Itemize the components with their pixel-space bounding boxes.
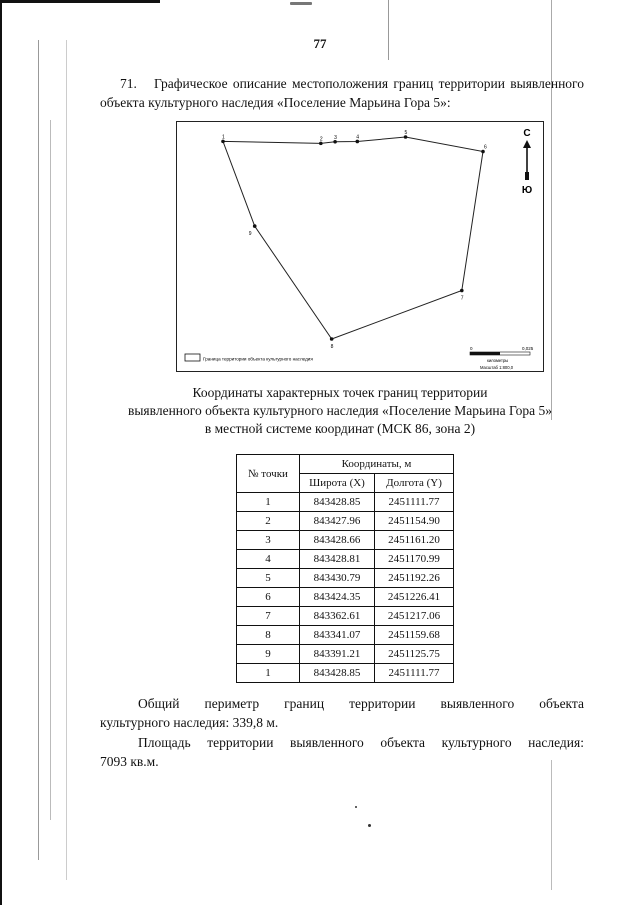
caption-line-2: выявленного объекта культурного наследия «Поселение Марьина Гора 5» (127, 403, 553, 418)
map-legend (185, 354, 313, 362)
scan-streak-left (38, 40, 39, 860)
area-line-2: 7093 кв.м. (100, 754, 159, 769)
table-row (237, 626, 454, 645)
cell-latitude: 843391.21 (300, 645, 375, 664)
scan-speck (368, 824, 371, 827)
scan-streak-inner (66, 40, 67, 880)
boundary-point-label: 3 (334, 134, 337, 141)
cell-latitude: 843428.81 (300, 550, 375, 569)
table-row (237, 493, 454, 512)
boundary-point-label: 2 (319, 136, 323, 143)
table-row (237, 550, 454, 569)
cell-latitude: 843428.85 (300, 664, 375, 683)
table-row (237, 512, 454, 531)
cell-longitude: 2451226.41 (375, 588, 454, 607)
cell-longitude: 2451111.77 (375, 664, 454, 683)
table-caption (90, 384, 590, 438)
cell-point-number: 1 (237, 664, 300, 683)
cell-longitude: 2451159.68 (375, 626, 454, 645)
cell-latitude: 843430.79 (300, 569, 375, 588)
scan-speck (290, 2, 312, 5)
cell-longitude: 2451125.75 (375, 645, 454, 664)
area-paragraph (100, 733, 584, 771)
perimeter-paragraph (100, 694, 584, 732)
table-row (237, 531, 454, 550)
boundary-map-canvas (177, 122, 545, 373)
scan-edge-left (0, 0, 2, 905)
boundary-point (460, 289, 464, 293)
boundary-point-label: 9 (248, 231, 252, 238)
cell-point-number: 1 (237, 493, 300, 512)
header-latitude: Широта (X) (300, 474, 375, 493)
scan-streak-left-2 (50, 120, 51, 820)
section-number: 71. (120, 76, 137, 91)
scale-start: 0 (470, 346, 473, 351)
cell-latitude: 843427.96 (300, 512, 375, 531)
boundary-point-label: 6 (484, 144, 487, 151)
legend-label: Граница территории объекта культурного наследия (203, 356, 313, 362)
table-row (237, 664, 454, 683)
header-longitude: Долгота (Y) (375, 474, 454, 493)
legend-swatch (185, 354, 200, 361)
scan-edge-top (0, 0, 160, 3)
header-coordinates: Координаты, м (300, 455, 454, 474)
coordinates-table (236, 454, 454, 683)
table-row (237, 569, 454, 588)
cell-latitude: 843424.35 (300, 588, 375, 607)
area-line-1: Площадь территории выявленного объекта культурного наследия: (138, 735, 584, 750)
cell-point-number: 4 (237, 550, 300, 569)
boundary-point-label: 5 (404, 130, 408, 136)
cell-longitude: 2451161.20 (375, 531, 454, 550)
boundary-point (253, 224, 257, 228)
scan-streak-right-lower (551, 760, 552, 890)
cell-point-number: 3 (237, 531, 300, 550)
cell-longitude: 2451217.06 (375, 607, 454, 626)
scan-speck (355, 806, 357, 808)
cell-point-number: 8 (237, 626, 300, 645)
caption-line-3: в местной системе координат (МСК 86, зона 2) (204, 421, 476, 436)
cell-point-number: 2 (237, 512, 300, 531)
scale-unit: километры (487, 358, 509, 363)
section-heading (100, 74, 584, 112)
cell-point-number: 6 (237, 588, 300, 607)
cell-longitude: 2451170.99 (375, 550, 454, 569)
boundary-point-label: 8 (330, 344, 334, 350)
cell-point-number: 7 (237, 607, 300, 626)
cell-latitude: 843362.61 (300, 607, 375, 626)
boundary-point-label: 1 (222, 134, 225, 141)
south-label: Ю (521, 185, 533, 196)
boundary-line (223, 134, 483, 339)
cell-point-number: 9 (237, 645, 300, 664)
page-number: 77 (313, 36, 327, 51)
boundary-point-label: 7 (460, 295, 464, 302)
caption-line-1: Координаты характерных точек границ территории (192, 385, 488, 400)
cell-latitude: 843428.85 (300, 493, 375, 512)
perimeter-line-2: культурного наследия: 339,8 м. (100, 715, 279, 730)
cell-latitude: 843341.07 (300, 626, 375, 645)
table-row (237, 607, 454, 626)
cell-longitude: 2451192.26 (375, 569, 454, 588)
boundary-map (176, 121, 544, 372)
header-point-number: № точки (237, 455, 300, 493)
scale-bar (470, 346, 534, 370)
north-label: С (523, 128, 531, 139)
cell-longitude: 2451154.90 (375, 512, 454, 531)
table-row (237, 588, 454, 607)
north-arrow-icon (522, 128, 532, 196)
scan-streak-right (551, 0, 552, 420)
perimeter-line-1: Общий периметр границ территории выявленного объекта (138, 696, 584, 711)
cell-point-number: 5 (237, 569, 300, 588)
section-title: Графическое описание местоположения границ территории выявленного объекта культурного наследия «Поселение Марьина Гора 5»: (100, 76, 584, 110)
scale-end: 0,025 (522, 346, 534, 351)
cell-longitude: 2451111.77 (375, 493, 454, 512)
scale-ratio: Масштаб 1:800,0 (480, 365, 514, 370)
boundary-point (330, 337, 334, 341)
cell-latitude: 843428.66 (300, 531, 375, 550)
boundary-point-label: 4 (356, 134, 360, 141)
table-row (237, 645, 454, 664)
